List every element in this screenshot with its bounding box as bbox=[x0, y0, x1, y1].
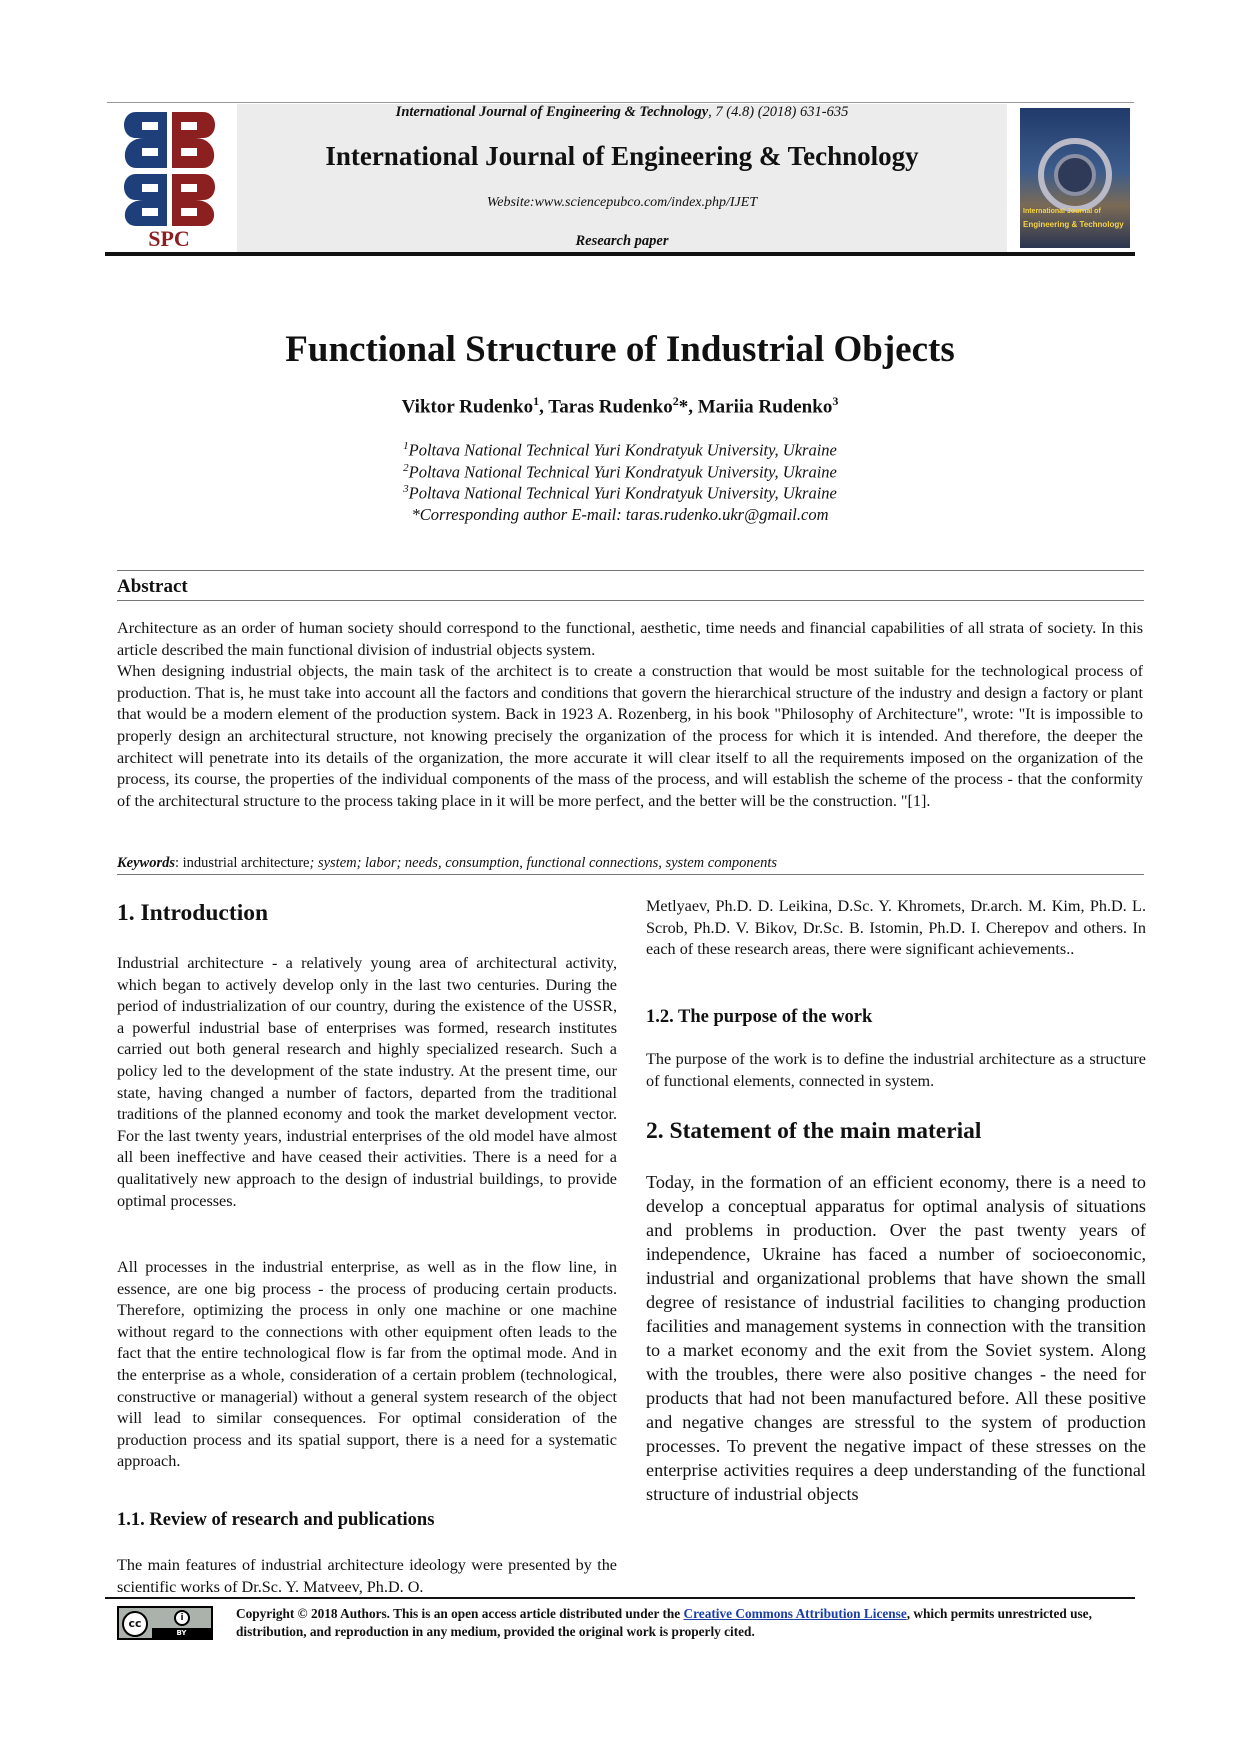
cc-icon: cc bbox=[122, 1611, 148, 1637]
subsection-heading-purpose: 1.2. The purpose of the work bbox=[646, 1007, 873, 1027]
spc-logo-text: SPC bbox=[148, 226, 190, 250]
author-name: Mariia Rudenko bbox=[697, 396, 833, 418]
corresponding-author: *Corresponding author E-mail: taras.rudenko.ukr@gmail.com bbox=[411, 505, 829, 524]
cc-by-label: BY bbox=[152, 1628, 211, 1638]
author-list bbox=[100, 394, 1140, 418]
subsection-heading-review: 1.1. Review of research and publications bbox=[117, 1510, 435, 1530]
citation-details: , 7 (4.8) (2018) 631-635 bbox=[708, 104, 849, 120]
affiliation-text: Poltava National Technical Yuri Kondratyuk University, Ukraine bbox=[408, 483, 837, 503]
review-paragraph: The main features of industrial architecture ideology were presented by the scientific works of Dr.Sc. Y. Matveev, Ph.D. O. bbox=[117, 1556, 617, 1596]
abstract-paragraph: When designing industrial objects, the main task of the architect is to create a construction that would be most suitable for the technological process of production. That is, he must take into account all the factors and conditions that govern the hierarchical structure of the industry and design a factory or plant that would be a modern element of the production system. Back in 1923 A. Rozenberg, in his book "Philosophy of Architecture", wrote: "It is impossible to properly design an architectural structure, not knowing precisely the organization of the process for which it is intended. And therefore, the deeper the architect will penetrate into its details of the organization, the more accurate it will clear itself to all the requirements imposed on the organization of the process, its course, the properties of the individual components of the mass of the process, and will establish the scheme of the process - that the conformity of the architectural structure to the process taking place in it will be more perfect, and the better will be the construction. "[1]. bbox=[117, 662, 1143, 810]
cc-license-link[interactable]: Creative Commons Attribution License bbox=[683, 1606, 907, 1621]
affiliation-text: Poltava National Technical Yuri Kondratyuk University, Ukraine bbox=[408, 440, 837, 460]
cc-by-license-icon[interactable] bbox=[117, 1606, 213, 1640]
copyright-text-end: , which permits unrestricted use, distribution, and reproduction in any medium, provided the original work is properly cited. bbox=[236, 1606, 1092, 1639]
journal-title: International Journal of Engineering & Technology bbox=[325, 141, 919, 171]
affiliation-2 bbox=[300, 462, 940, 483]
cover-ring-inner bbox=[1054, 154, 1096, 196]
affiliation-3 bbox=[300, 483, 940, 504]
copyright-text: Copyright © 2018 Authors. This is an open access article distributed under the bbox=[236, 1606, 684, 1621]
journal-citation bbox=[237, 104, 1007, 121]
affiliation-sup: 3 bbox=[403, 483, 409, 495]
abstract-rule-top bbox=[117, 570, 1144, 571]
intro-paragraph-1: Industrial architecture - a relatively young area of architectural activity, which began to actively develop only in the last two centuries. During the period of industrialization of our country, during the existence of the USSR, a powerful industrial base of enterprises was formed, research institutes carried out both general research and highly specialized research. Such a policy led to the development of the state industry. At the present time, our state, having changed a number of factors, departed from the traditional traditions of the planned economy and took the market development vector. For the last twenty years, industrial enterprises of the old model have almost all been ineffective and have ceased their activities. There is a need for a qualitatively new approach to the design of industrial buildings, to provide optimal processes. bbox=[117, 954, 617, 1210]
affiliation-1 bbox=[300, 440, 940, 461]
journal-cover-image bbox=[1020, 108, 1130, 248]
cover-text-line2: Engineering & Technology bbox=[1023, 220, 1124, 229]
paper-type: Research paper bbox=[575, 233, 669, 249]
author-sep: , bbox=[539, 396, 549, 418]
author-sup: 2 bbox=[672, 394, 679, 408]
purpose-paragraph: The purpose of the work is to define the industrial architecture as a structure of functional elements, connected in system. bbox=[646, 1050, 1146, 1090]
author-name: Viktor Rudenko bbox=[401, 396, 534, 418]
header-band bbox=[237, 104, 1007, 252]
footer-rule bbox=[105, 1597, 1135, 1599]
abstract-heading: Abstract bbox=[117, 576, 188, 597]
affiliation-sup: 2 bbox=[403, 462, 409, 474]
author-sep: *, bbox=[678, 396, 698, 418]
section-heading-statement: 2. Statement of the main material bbox=[646, 1118, 982, 1144]
author-name: Taras Rudenko bbox=[548, 396, 673, 418]
statement-paragraph: Today, in the formation of an efficient economy, there is a need to develop a conceptual apparatus for optimal analysis of situations and problems in production. Over the past twenty years of independence, Ukraine has faced a number of socioeconomic, industrial and organizational problems that have shown the small degree of resistance of industrial facilities to changing production facilities and management systems in connection with the transition to a market economy and the exit from the Soviet system. Along with the troubles, there were also positive changes - the need for products that had not been manufactured before. All these positive and negative changes are stressful to the system of production processes. To prevent the negative impact of these stresses on the enterprise activities requires a deep understanding of the functional structure of industrial objects bbox=[646, 1172, 1146, 1504]
keywords-first: : industrial architecture bbox=[175, 855, 310, 871]
paper-title: Functional Structure of Industrial Objects bbox=[285, 329, 955, 370]
copyright-notice bbox=[236, 1605, 1144, 1641]
person-icon: i bbox=[174, 1610, 190, 1626]
abstract-body bbox=[117, 618, 1143, 812]
abstract-rule-bottom bbox=[117, 600, 1144, 601]
keywords-rest: ; system; labor; needs, consumption, functional connections, system components bbox=[309, 855, 778, 871]
keywords bbox=[117, 855, 1143, 872]
author-sup: 3 bbox=[832, 394, 839, 408]
journal-website: Website:www.sciencepubco.com/index.php/IJET bbox=[486, 195, 758, 210]
header-bottom-rule bbox=[105, 252, 1135, 256]
abstract-paragraph: Architecture as an order of human society should correspond to the functional, aesthetic, time needs and financial capabilities of all strata of society. In this article described the main functional division of industrial objects system. bbox=[117, 619, 1143, 659]
header-top-rule bbox=[107, 102, 1134, 103]
affiliation-text: Poltava National Technical Yuri Kondratyuk University, Ukraine bbox=[408, 462, 837, 482]
cover-text-line1: International Journal of bbox=[1023, 208, 1101, 215]
intro-paragraph-2: All processes in the industrial enterprise, as well as in the flow line, in essence, are one big process - the process of producing certain products. Therefore, optimizing the process in only one machine or one machine without regard to the connections with other equipment often leads to the fact that the entire technological flow is far from the optimal mode. And in the enterprise as a whole, consideration of a certain problem (technological, constructive or managerial) without a general system research of the object will lead to similar consequences. For optimal consideration of the production process and its spatial support, there is a need for a systematic approach. bbox=[117, 1258, 617, 1471]
author-sup: 1 bbox=[533, 394, 540, 408]
section-heading-introduction: 1. Introduction bbox=[117, 900, 269, 926]
affiliation-sup: 1 bbox=[403, 440, 409, 452]
citation-journal: International Journal of Engineering & Technology bbox=[395, 104, 709, 120]
keywords-label: Keywords bbox=[117, 855, 175, 871]
review-paragraph-continued: Metlyaev, Ph.D. D. Leikina, D.Sc. Y. Khromets, Dr.arch. M. Kim, Ph.D. L. Scrob, Ph.D. V. Bikov, Dr.Sc. B. Istomin, Ph.D. I. Cherepov and others. In each of these research areas, there were significant achievements.. bbox=[646, 897, 1146, 959]
spc-logo bbox=[112, 108, 227, 250]
keywords-rule bbox=[117, 874, 1144, 875]
